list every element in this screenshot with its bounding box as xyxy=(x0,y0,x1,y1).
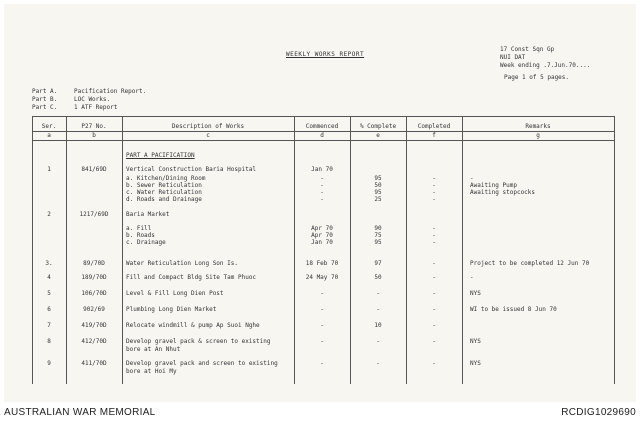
cell-description: b. Sewer Reticulation xyxy=(126,182,202,189)
cell-description: Plumbing Long Dien Market xyxy=(126,306,217,313)
footer-id: RCDIG1029690 xyxy=(561,407,636,418)
cell-description: Fill and Compact Bldg Site Tam Phuoc xyxy=(126,274,257,281)
cell-pct-complete: - xyxy=(376,306,380,313)
cell-remarks: WI to be issued 8 Jun 70 xyxy=(470,306,557,313)
cell-description-line2: bore at An Nhut xyxy=(126,346,181,353)
cell-p27: 106/70D xyxy=(81,290,107,297)
cell-remarks: Awaiting stopcocks xyxy=(470,189,536,196)
cell-commenced: - xyxy=(320,182,324,189)
cell-description: a. Fill xyxy=(126,225,152,232)
cell-description: Baria Market xyxy=(126,211,170,218)
cell-completed: - xyxy=(432,232,436,239)
cell-completed: - xyxy=(432,239,436,246)
cell-pct-complete: 10 xyxy=(374,322,382,329)
cell-completed: - xyxy=(432,338,436,345)
cell-commenced: - xyxy=(320,322,324,329)
cell-description: b. Roads xyxy=(126,232,155,239)
cell-commenced: Apr 70 xyxy=(311,232,333,239)
cell-description: Develop gravel pack & screen to existing xyxy=(126,338,271,345)
cell-pct-complete: - xyxy=(376,360,380,367)
col-code-g: g xyxy=(536,132,540,139)
cell-pct-complete: - xyxy=(376,290,380,297)
document-sheet xyxy=(4,4,636,402)
cell-completed: - xyxy=(432,274,436,281)
cell-completed: - xyxy=(432,182,436,189)
unit-name: 17 Const Sqn Gp xyxy=(500,46,555,53)
part-c-text: 1 ATF Report xyxy=(74,104,118,111)
col-header-completed: Completed xyxy=(417,123,451,130)
col-header-remarks: Remarks xyxy=(525,123,551,130)
cell-commenced: Jan 70 xyxy=(311,239,333,246)
cell-pct-complete: 75 xyxy=(374,232,382,239)
col-header-description: Description of Works xyxy=(171,123,245,130)
footer-credit: AUSTRALIAN WAR MEMORIAL xyxy=(4,407,156,418)
cell-commenced: 18 Feb 70 xyxy=(305,260,339,267)
cell-description: Relocate windmill & pump Ap Suoi Nghe xyxy=(126,322,260,329)
cell-commenced: 24 May 70 xyxy=(305,274,339,281)
cell-commenced: - xyxy=(320,360,324,367)
cell-p27: 189/70D xyxy=(81,274,107,281)
part-b-label: Part B. xyxy=(32,96,58,103)
col-header-ser: Ser. xyxy=(41,123,57,130)
cell-p27: 89/70D xyxy=(83,260,105,267)
cell-description: Water Reticulation Long Son Is. xyxy=(126,260,238,267)
cell-remarks: - xyxy=(470,175,474,182)
cell-completed: - xyxy=(432,360,436,367)
cell-completed: - xyxy=(432,225,436,232)
col-code-d: d xyxy=(320,132,324,139)
week-ending: Week ending .7.Jun.70.... xyxy=(500,62,591,69)
cell-description: c. Drainage xyxy=(126,239,166,246)
cell-commenced: - xyxy=(320,290,324,297)
cell-completed: - xyxy=(432,175,436,182)
cell-ser: 7 xyxy=(47,322,51,329)
cell-commenced: - xyxy=(320,338,324,345)
col-code-e: e xyxy=(376,132,380,139)
cell-commenced: - xyxy=(320,175,324,182)
cell-completed: - xyxy=(432,189,436,196)
cell-ser: 5 xyxy=(47,290,51,297)
cell-pct-complete: 50 xyxy=(374,182,382,189)
cell-commenced: Jan 70 xyxy=(311,166,333,173)
report-title: WEEKLY WORKS REPORT xyxy=(286,51,365,58)
cell-completed: - xyxy=(432,196,436,203)
cell-remarks: NYS xyxy=(470,360,481,367)
part-a-text: Pacification Report. xyxy=(74,88,147,95)
cell-pct-complete: 95 xyxy=(374,189,382,196)
col-header-pct-complete: % Complete xyxy=(359,123,397,130)
cell-p27: 841/69D xyxy=(81,166,107,173)
cell-commenced: - xyxy=(320,189,324,196)
cell-pct-complete: 50 xyxy=(374,274,382,281)
cell-pct-complete: - xyxy=(376,338,380,345)
page-number: Page 1 of 5 pages. xyxy=(504,74,570,81)
cell-ser: 2 xyxy=(47,211,51,218)
col-code-f: f xyxy=(432,132,436,139)
cell-description: c. Water Reticulation xyxy=(126,189,202,196)
cell-p27: 412/70D xyxy=(81,338,107,345)
cell-completed: - xyxy=(432,260,436,267)
cell-remarks: NYS xyxy=(470,338,481,345)
cell-ser: 6 xyxy=(47,306,51,313)
cell-completed: - xyxy=(432,290,436,297)
cell-remarks: Project to be completed 12 Jun 70 xyxy=(470,260,590,267)
cell-description: Develop gravel pack and screen to existing xyxy=(126,360,278,367)
cell-commenced: Apr 70 xyxy=(311,225,333,232)
cell-description: a. Kitchen/Dining Room xyxy=(126,175,206,182)
col-header-p27: P27 No. xyxy=(81,123,107,130)
cell-remarks: - xyxy=(470,274,474,281)
cell-remarks: Awaiting Pump xyxy=(470,182,517,189)
cell-completed: - xyxy=(432,306,436,313)
col-code-c: c xyxy=(206,132,210,139)
part-a-label: Part A. xyxy=(32,88,58,95)
part-b-text: LOC Works. xyxy=(74,96,111,103)
col-code-b: b xyxy=(92,132,96,139)
cell-description-line2: bore at Hoi My xyxy=(126,368,177,375)
cell-p27: 902/69 xyxy=(83,306,105,313)
part-c-label: Part C. xyxy=(32,104,58,111)
cell-completed: - xyxy=(432,322,436,329)
cell-pct-complete: 95 xyxy=(374,175,382,182)
col-code-a: a xyxy=(47,132,51,139)
cell-pct-complete: 95 xyxy=(374,239,382,246)
cell-ser: 9 xyxy=(47,360,51,367)
cell-remarks: NYS xyxy=(470,290,481,297)
section-heading: PART A PACIFICATION xyxy=(126,152,195,159)
cell-ser: 3. xyxy=(45,260,53,267)
cell-ser: 1 xyxy=(47,166,51,173)
cell-p27: 419/70D xyxy=(81,322,107,329)
cell-ser: 4 xyxy=(47,274,51,281)
cell-description: Vertical Construction Baria Hospital xyxy=(126,166,257,173)
cell-p27: 1217/69D xyxy=(79,211,109,218)
cell-commenced: - xyxy=(320,196,324,203)
cell-pct-complete: 97 xyxy=(374,260,382,267)
cell-description: Level & Fill Long Dien Post xyxy=(126,290,224,297)
cell-commenced: - xyxy=(320,306,324,313)
location: NUI DAT xyxy=(500,54,526,61)
col-header-commenced: Commenced xyxy=(305,123,339,130)
cell-description: d. Roads and Drainage xyxy=(126,196,202,203)
cell-pct-complete: 90 xyxy=(374,225,382,232)
cell-p27: 411/70D xyxy=(81,360,107,367)
cell-pct-complete: 25 xyxy=(374,196,382,203)
cell-ser: 8 xyxy=(47,338,51,345)
